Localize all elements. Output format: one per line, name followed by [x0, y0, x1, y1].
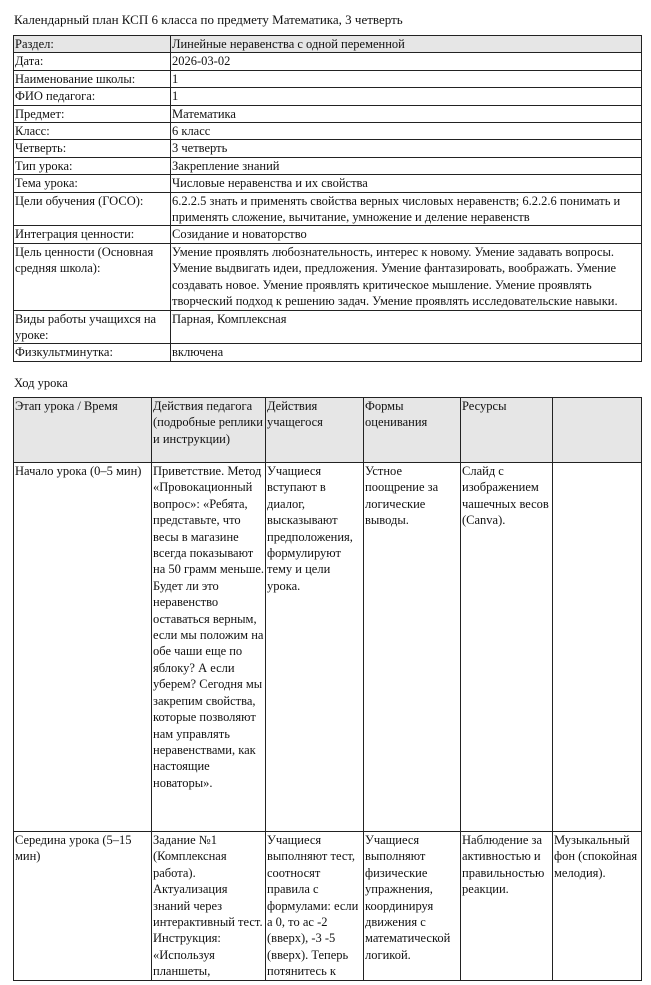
info-row [14, 36, 642, 53]
plan-column-header: Действия педагога (подробные реплики и инструкции) [152, 398, 266, 463]
info-row [14, 243, 642, 310]
info-label: Тип урока: [14, 157, 171, 174]
info-value: Парная, Комплексная [171, 310, 642, 344]
info-value: Числовые неравенства и их свойства [171, 175, 642, 192]
plan-column-header [553, 398, 642, 463]
plan-row [14, 463, 642, 832]
plan-header-row [14, 398, 642, 463]
info-value: Закрепление знаний [171, 157, 642, 174]
info-label: Виды работы учащихся на уроке: [14, 310, 171, 344]
info-label: Класс: [14, 123, 171, 140]
info-row [14, 226, 642, 243]
lesson-plan-table [13, 397, 642, 981]
plan-cell: Слайд с изображением чашечных весов (Canva). [461, 463, 553, 832]
plan-column-header: Этап урока / Время [14, 398, 152, 463]
info-value: 3 четверть [171, 140, 642, 157]
plan-cell: Задание №1 (Комплексная работа). Актуализация знаний через интерактивный тест. Инструкция: «Используя планшеты, [152, 832, 266, 981]
plan-cell: Устное поощрение за логические выводы. [364, 463, 461, 832]
plan-row [14, 832, 642, 981]
plan-cell [553, 463, 642, 832]
plan-cell: Наблюдение за активностью и правильностью реакции. [461, 832, 553, 981]
plan-cell: Учащиеся выполняют физические упражнения, координируя движения с математической логикой. [364, 832, 461, 981]
info-label: Раздел: [14, 36, 171, 53]
plan-cell: Начало урока (0–5 мин) [14, 463, 152, 832]
info-value: Умение проявлять любознательность, интерес к новому. Умение задавать вопросы. Умение выдвигать идеи, предложения. Умение фантазировать, воображать. Умение создавать новое. Умение проявлять критическое мышление. Умение проявлять творческий подход к решению задач. Умение проявлять исследовательские навыки. [171, 243, 642, 310]
info-row [14, 88, 642, 105]
info-value: включена [171, 344, 642, 361]
lesson-flow-heading: Ход урока [14, 376, 68, 390]
info-value: 1 [171, 88, 642, 105]
info-label: Тема урока: [14, 175, 171, 192]
info-row [14, 123, 642, 140]
info-value: 6.2.2.5 знать и применять свойства верных числовых неравенств; 6.2.2.6 понимать и применять сложение, вычитание, умножение и деление неравенств [171, 192, 642, 226]
info-row [14, 53, 642, 70]
plan-cell: Середина урока (5–15 мин) [14, 832, 152, 981]
info-value: 2026-03-02 [171, 53, 642, 70]
info-label: Интеграция ценности: [14, 226, 171, 243]
info-label: Цели обучения (ГОСО): [14, 192, 171, 226]
info-row [14, 344, 642, 361]
plan-cell: Учащиеся вступают в диалог, высказывают предположения, формулируют тему и цели урока. [266, 463, 364, 832]
info-row [14, 70, 642, 87]
info-value: Линейные неравенства с одной переменной [171, 36, 642, 53]
info-label: Четверть: [14, 140, 171, 157]
plan-cell: Учащиеся выполняют тест, соотносят правила с формулами: если a 0, то ac -2 (вверх), -3 -5 (вверх). Теперь потянитесь к [266, 832, 364, 981]
plan-cell: Приветствие. Метод «Провокационный вопрос»: «Ребята, представьте, что весы в магазине всегда показывают на 50 грамм меньше. Будет ли это неравенство оставаться верным, если мы положим на обе чаши еще по яблоку? А если уберем? Сегодня мы закрепим свойства, которые позволяют нам управлять неравенствами, как настоящие новаторы». [152, 463, 266, 832]
plan-column-header: Ресурсы [461, 398, 553, 463]
info-row [14, 105, 642, 122]
info-label: Дата: [14, 53, 171, 70]
plan-column-header: Действия учащегося [266, 398, 364, 463]
info-label: Наименование школы: [14, 70, 171, 87]
info-row [14, 192, 642, 226]
info-label: Цель ценности (Основная средняя школа): [14, 243, 171, 310]
plan-cell: Музыкальный фон (спокойная мелодия). [553, 832, 642, 981]
info-value: Созидание и новаторство [171, 226, 642, 243]
info-label: Предмет: [14, 105, 171, 122]
info-row [14, 310, 642, 344]
info-label: ФИО педагога: [14, 88, 171, 105]
document-title: Календарный план КСП 6 класса по предмету Математика, 3 четверть [14, 12, 403, 27]
info-row [14, 157, 642, 174]
plan-column-header: Формы оценивания [364, 398, 461, 463]
info-value: 6 класс [171, 123, 642, 140]
info-value: 1 [171, 70, 642, 87]
info-row [14, 140, 642, 157]
info-label: Физкультминутка: [14, 344, 171, 361]
info-value: Математика [171, 105, 642, 122]
info-row [14, 175, 642, 192]
lesson-info-table [13, 35, 642, 362]
